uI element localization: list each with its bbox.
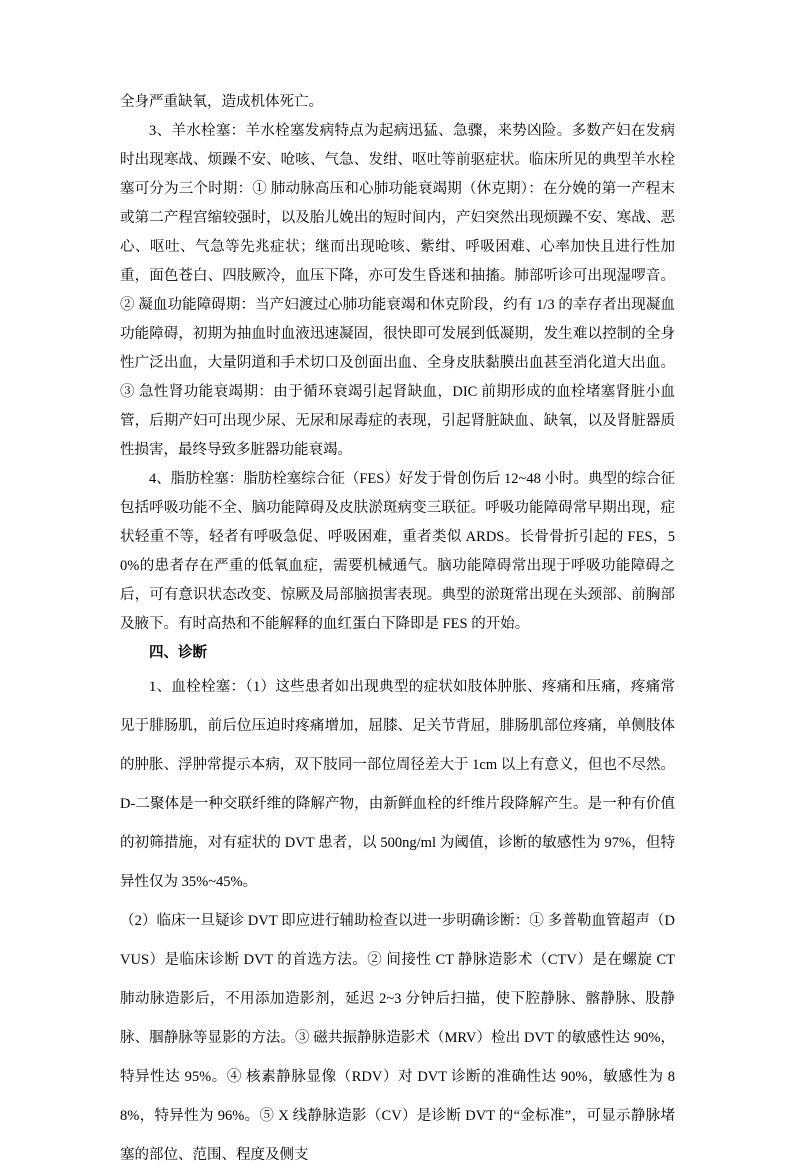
paragraph-fat-embolism: 4、脂肪栓塞：脂肪栓塞综合征（FES）好发于骨创伤后 12~48 小时。典型的综合征包括呼吸功能不全、脑功能障碍及皮肤淤斑病变三联征。呼吸功能障碍常早期出现，症状轻重不等，轻者有呼吸急促、呼吸困难，重者类似 ARDS。长骨骨折引起的 FES，50%的患者存在严重的低氧血症，需要机械通气。脑功能障碍常出现于呼吸功能障碍之后，可有意识状态改变、惊厥及局部脑损害表现。典型的淤斑常出现在头颈部、前胸部及腋下。有时高热和不能解释的血红蛋白下降即是 FES 的开始。 xyxy=(120,471,675,632)
paragraph-thrombosis-diagnosis: 1、血栓栓塞：（1）这些患者如出现典型的症状如肢体肿胀、疼痛和压痛，疼痛常见于腓肠肌，前后位压迫时疼痛增加，屈膝、足关节背屈，腓肠肌部位疼痛，单侧肢体的肿胀、浮肿常提示本病，双下肢同一部位周径差大于 1cm 以上有意义，但也不尽然。D-二聚体是一种交联纤维的降解产物，由新鲜血栓的纤维片段降解产生。是一种有价值的初筛措施，对有症状的 DVT 患者，以 500ng/ml 为阈值，诊断的敏感性为 97%，但特异性仅为 35%~45%。 xyxy=(120,679,675,890)
paragraph-amniotic-fluid-embolism: 3、羊水栓塞：羊水栓塞发病特点为起病迅猛、急骤，来势凶险。多数产妇在发病时出现寒战、烦躁不安、呛咳、气急、发绀、呕吐等前驱症状。临床所见的典型羊水栓塞可分为三个时期：① 肺动脉高压和心肺功能衰竭期（休克期）：在分娩的第一产程末或第二产程宫缩较强时，以及胎儿娩出的短时间内，产妇突然出现烦躁不安、寒战、恶心、呕吐、气急等先兆症状；继而出现呛咳、紫绀、呼吸困难、心率加快且进行性加重，面色苍白、四肢厥冷，血压下降，亦可发生昏迷和抽搐。肺部听诊可出现湿啰音。② 凝血功能障碍期：当产妇渡过心肺功能衰竭和休克阶段，约有 1/3 的幸存者出现凝血功能障碍，初期为抽血时血液迅速凝固，很快即可发展到低凝期，发生难以控制的全身性广泛出血，大量阴道和手术切口及创面出血、全身皮肤黏膜出血甚至消化道大出血。③ 急性肾功能衰竭期：由于循环衰竭引起肾缺血，DIC 前期形成的血栓堵塞肾脏小血管，后期产妇可出现少尿、无尿和尿毒症的表现，引起肾脏缺血、缺氧，以及肾脏器质性损害，最终导致多脏器功能衰竭。 xyxy=(120,123,675,458)
paragraph-auxiliary-examinations: （2）临床一旦疑诊 DVT 即应进行辅助检查以进一步明确诊断：① 多普勒血管超声（DVUS）是临床诊断 DVT 的首选方法。② 间接性 CT 静脉造影术（CTV）是在螺旋 CT 肺动脉造影后，不用添加造影剂，延迟 2~3 分钟后扫描，使下腔静脉、髂静脉、股静脉、腘静脉等显影的方法。③ 磁共振静脉造影术（MRV）检出 DVT 的敏感性达 90%，特异性达 95%。④ 核素静脉显像（RDV）对 DVT 诊断的准确性达 90%，敏感性为 88%，特异性为 96%。⑤ X 线静脉造影（CV）是诊断 DVT 的“金标准”，可显示静脉堵塞的部位、范围、程度及侧支 xyxy=(120,913,675,1163)
paragraph-continuation: 全身严重缺氧，造成机体死亡。 xyxy=(120,94,323,110)
heading-diagnosis: 四、诊断 xyxy=(149,645,207,661)
